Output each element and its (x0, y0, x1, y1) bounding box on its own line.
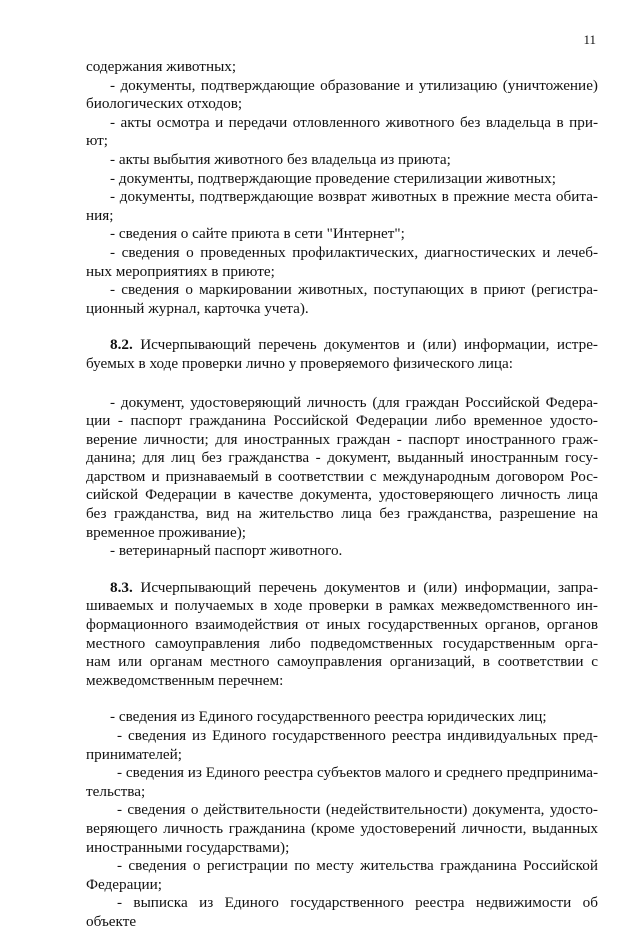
paragraph-gap (86, 318, 598, 336)
text-line: шиваемых и получаемых в ходе проверки в рамках межведомственного ин- (86, 597, 598, 615)
list-item: - документы, подтверждающие проведение стерилизации животных; (110, 169, 556, 187)
text-line: ных мероприятиях в приюте; (86, 262, 275, 280)
section-heading-8-2 (86, 336, 598, 355)
text-line: формационного взаимодействия от иных государственных органов, органов (86, 616, 598, 634)
list-item: - документы, подтверждающие возврат животных в прежние места обита- (110, 188, 598, 206)
page-number: 11 (583, 32, 596, 47)
list-item: - документы, подтверждающие образование и утилизацию (уничтожение) (110, 76, 598, 94)
section-number: 8.2. (110, 336, 133, 354)
section-heading-8-3 (86, 579, 598, 598)
list-item: - сведения из Единого реестра субъектов малого и среднего предпринима- (117, 764, 598, 782)
list-item: - сведения о маркировании животных, поступающих в приют (регистра- (110, 281, 598, 299)
text-line: межведомственным перечнем: (86, 671, 284, 689)
text-line: данина; для лиц без гражданства - документ, выданный иностранным госу- (86, 449, 598, 467)
document-body (86, 58, 598, 932)
list-item: - акты выбытия животного без владельца из приюта; (110, 150, 451, 168)
text-line: веряющего личность гражданина (кроме удостоверений личности, выданных (86, 819, 598, 837)
text-line: Федерации; (86, 875, 162, 893)
text-line: содержания животных; (86, 58, 237, 75)
text-line: буемых в ходе проверки лично у проверяемого физического лица: (86, 354, 513, 372)
text-line: принимателей; (86, 745, 183, 763)
list-item: - сведения о сайте приюта в сети "Интернет"; (110, 225, 405, 243)
section-heading-text: Исчерпывающий перечень документов и (или) информации, истре- (140, 336, 598, 354)
list-item: - сведения из Единого государственного реестра индивидуальных пред- (117, 727, 598, 744)
text-line: ции - паспорт гражданина Российской Федерации либо временное удосто- (86, 412, 598, 430)
section-number: 8.3. (110, 578, 133, 596)
list-item: - ветеринарный паспорт животного. (110, 542, 343, 560)
text-line: ционный журнал, карточка учета). (86, 299, 309, 317)
text-line: ния; (86, 206, 114, 224)
text-line: местного самоуправления либо подведомственных государственным орга- (86, 634, 598, 652)
text-line: верение личности; для иностранных граждан - паспорт иностранного граж- (86, 430, 598, 448)
list-item: - выписка из Единого государственного реестра недвижимости об объекте (86, 894, 598, 930)
text-line: ют; (86, 132, 109, 150)
text-line: временное проживание); (86, 523, 246, 541)
text-line: без гражданства, вид на жительство лица без гражданства, разрешение на (86, 505, 598, 523)
text-line: иностранными государствами); (86, 838, 290, 856)
list-item: - сведения из Единого государственного реестра юридических лиц; (110, 708, 547, 726)
paragraph-gap (86, 561, 598, 579)
list-item: - сведения о действительности (недействительности) документа, удосто- (117, 801, 598, 819)
paragraph-gap (86, 374, 598, 394)
list-item: - документ, удостоверяющий личность (для граждан Российской Федера- (110, 393, 598, 411)
list-item: - акты осмотра и передачи отловленного животного без владельца в при- (110, 113, 598, 131)
text-line: дарством и признаваемый в соответствии с международным договором Рос- (86, 467, 598, 485)
text-line: биологических отходов; (86, 95, 243, 113)
section-heading-text: Исчерпывающий перечень документов и (или) информации, запра- (140, 578, 599, 596)
text-line: тельства; (86, 782, 146, 800)
list-item: - сведения о регистрации по месту жительства гражданина Российской (117, 857, 598, 875)
text-line: сийской Федерации в качестве документа, удостоверяющего личность лица (86, 486, 598, 504)
text-line: нам или органам местного самоуправления организаций, в соответствии с (86, 653, 598, 671)
paragraph-gap (86, 690, 598, 708)
list-item: - сведения о проведенных профилактических, диагностических и лечеб- (110, 243, 598, 261)
